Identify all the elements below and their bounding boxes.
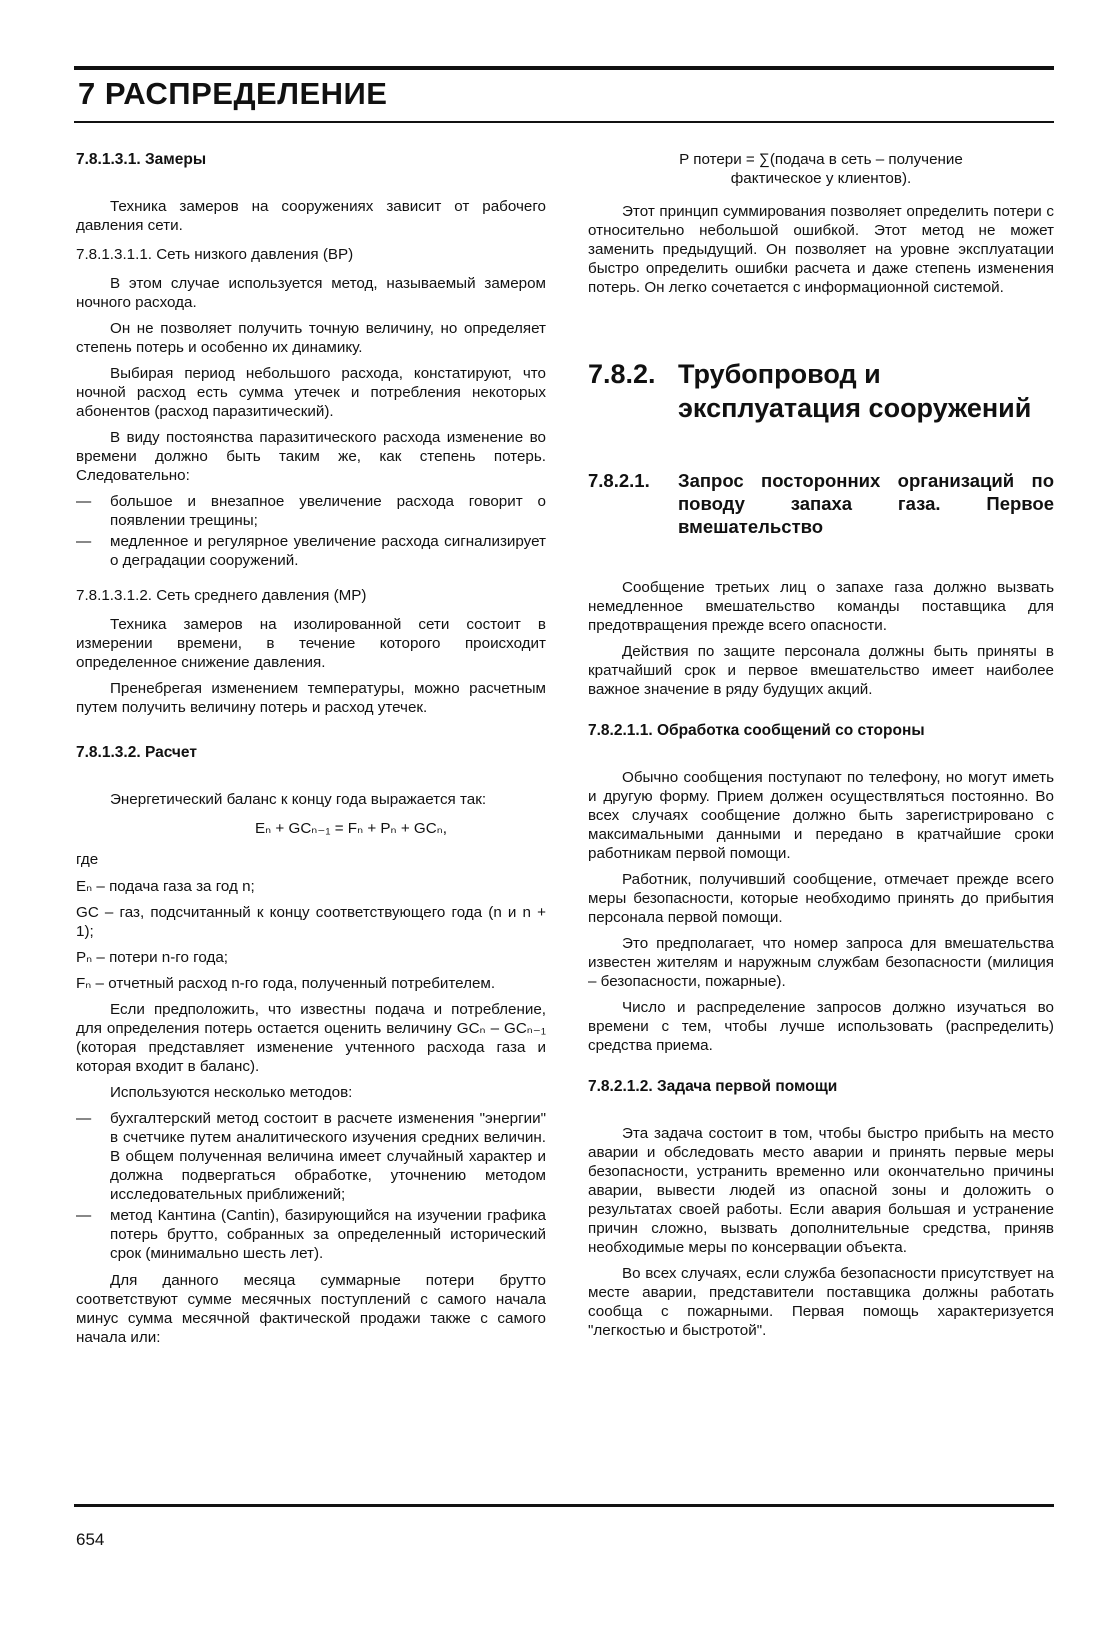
balance-formula: Eₙ + GCₙ₋₁ = Fₙ + Pₙ + GCₙ, bbox=[255, 820, 447, 837]
footer-rule bbox=[74, 1504, 1054, 1507]
list-item: — медленное и регулярное увеличение расхода сигнализирует о деградации сооружений. bbox=[76, 532, 546, 570]
paragraph: Обычно сообщения поступают по телефону, но могут иметь и другую форму. Прием должен осуществляться постоянно. Во всех случаях сообщение должно быть зарегистрировано с максимальными данными и передано в кратчайшие сроки работникам первой помощи. bbox=[588, 769, 1054, 862]
top-rule bbox=[74, 66, 1054, 70]
paragraph: В виду постоянства паразитического расхода изменение во времени должно быть таким же, как степень потерь. Следовательно: bbox=[76, 429, 546, 484]
where-label: где bbox=[76, 851, 99, 868]
paragraph: Используются несколько методов: bbox=[110, 1084, 353, 1101]
list-item: — метод Кантина (Cantin), базирующийся на изучении графика потерь брутто, собранных за определенный исторический срок (минимально шесть лет). bbox=[76, 1206, 546, 1263]
section-title: Трубопровод и эксплуатация сооружений bbox=[678, 359, 1032, 423]
section-heading-7-8-2 bbox=[588, 357, 1054, 425]
definition: Pₙ – потери n-го года; bbox=[76, 949, 229, 966]
loss-formula-line1: P потери = ∑(подача в сеть – получение bbox=[679, 151, 963, 168]
page-number: 654 bbox=[76, 1530, 105, 1549]
dash-list bbox=[76, 492, 546, 570]
section-heading-7-8-2-1-2: 7.8.2.1.2. Задача первой помощи bbox=[588, 1078, 838, 1095]
list-item: — большое и внезапное увеличение расхода говорит о появлении трещины; bbox=[76, 492, 546, 530]
list-item: — бухгалтерский метод состоит в расчете изменения "энергии" в счетчике путем аналитического изучения средних величин. В общем полученная величина имеет случайный характер и должна подвергаться обработке, уточнению методом исследовательных приближений; bbox=[76, 1109, 546, 1204]
section-number: 7.8.2. bbox=[588, 359, 656, 389]
definition: GC – газ, подсчитанный к концу соответствующего года (n и n + 1); bbox=[76, 904, 546, 940]
paragraph: Действия по защите персонала должны быть приняты в кратчайший срок и первое вмешательство имеет наиболее важное значение в ряду будущих акций. bbox=[588, 643, 1054, 698]
definition: Eₙ – подача газа за год n; bbox=[76, 878, 255, 895]
paragraph: Техника замеров на сооружениях зависит от рабочего давления сети. bbox=[76, 198, 546, 234]
paragraph: Работник, получивший сообщение, отмечает прежде всего меры безопасности, которые необходимо принять до прибытия персонала первой помощи. bbox=[588, 871, 1054, 926]
paragraph: Если предположить, что известны подача и потребление, для определения потерь остается оценить величину GCₙ – GCₙ₋₁ (которая представляет изменение учтенного расхода газа и которая входит в баланс). bbox=[76, 1001, 546, 1075]
paragraph: Энергетический баланс к концу года выражается так: bbox=[110, 791, 487, 808]
paragraph: Эта задача состоит в том, чтобы быстро прибыть на место аварии и обследовать место аварии и принять первые меры безопасности, устранить временно или окончательно причины аварии, вывести людей из опасной зоны и доложить о результатах своей работы. Если авария большая и устранение причин сложно, вызвать дополнительные средства, приняв необходимые меры по консервации объекта. bbox=[588, 1125, 1054, 1256]
paragraph: Пренебрегая изменением температуры, можно расчетным путем получить величину потерь и расход утечек. bbox=[76, 680, 546, 716]
section-heading-7-8-2-1-1: 7.8.2.1.1. Обработка сообщений со стороны bbox=[588, 722, 925, 739]
section-heading-7-8-2-1 bbox=[588, 469, 1054, 538]
paragraph: Выбирая период небольшого расхода, констатируют, что ночной расход есть сумма утечек и потребления некоторых абонентов (расход паразитический). bbox=[76, 365, 546, 420]
subsection-heading-low-pressure: 7.8.1.3.1.1. Сеть низкого давления (ВР) bbox=[76, 246, 354, 263]
section-title: Запрос посторонних организаций по поводу запаха газа. Первое вмешательство bbox=[678, 470, 1054, 537]
dash-list bbox=[76, 1109, 546, 1263]
paragraph: Этот принцип суммирования позволяет определить потери с относительно небольшой ошибкой. Этот метод не может заменить предыдущий. Он позволяет на уровне эксплуатации быстро определить ошибки расчета и даже степень изменения потерь. Он легко сочетается с информационной системой. bbox=[588, 203, 1054, 296]
paragraph: В этом случае используется метод, называемый замером ночного расхода. bbox=[76, 275, 546, 311]
loss-formula bbox=[588, 150, 1054, 188]
paragraph: Техника замеров на изолированной сети состоит в измерении времени, в течение которого происходит определенное снижение давления. bbox=[76, 616, 546, 671]
paragraph: Число и распределение запросов должно изучаться во времени с тем, чтобы лучше использовать (распределить) средства приема. bbox=[588, 999, 1054, 1054]
paragraph: Во всех случаях, если служба безопасности присутствует на месте аварии, представители поставщика должны работать сообща с пожарными. Первая помощь характеризуется "легкостью и быстротой". bbox=[588, 1265, 1054, 1339]
header-rule bbox=[74, 121, 1054, 123]
definition: Fₙ – отчетный расход n-го года, полученный потребителем. bbox=[76, 975, 496, 992]
section-heading-7-8-1-3-2: 7.8.1.3.2. Расчет bbox=[76, 744, 197, 761]
right-column bbox=[588, 150, 1054, 1347]
loss-formula-line2: фактическое у клиентов). bbox=[730, 170, 912, 187]
paragraph: Сообщение третьих лиц о запахе газа должно вызвать немедленное вмешательство команды поставщика для предотвращения прежде всего опасности. bbox=[588, 579, 1054, 634]
paragraph: Это предполагает, что номер запроса для вмешательства известен жителям и наружным службам безопасности (милиция – безопасности, пожарные). bbox=[588, 935, 1054, 990]
left-column bbox=[76, 150, 546, 1354]
paragraph: Он не позволяет получить точную величину, но определяет степень потерь и особенно их динамику. bbox=[76, 320, 546, 356]
chapter-title: 7 РАСПРЕДЕЛЕНИЕ bbox=[78, 76, 388, 111]
paragraph: Для данного месяца суммарные потери брутто соответствуют сумме месячных поступлений с самого начала минус сумма месячной фактической продажи также с самого начала или: bbox=[76, 1272, 546, 1346]
section-number: 7.8.2.1. bbox=[588, 470, 650, 491]
section-heading-7-8-1-3-1: 7.8.1.3.1. Замеры bbox=[76, 151, 207, 168]
subsection-heading-medium-pressure: 7.8.1.3.1.2. Сеть среднего давления (МР) bbox=[76, 587, 367, 604]
